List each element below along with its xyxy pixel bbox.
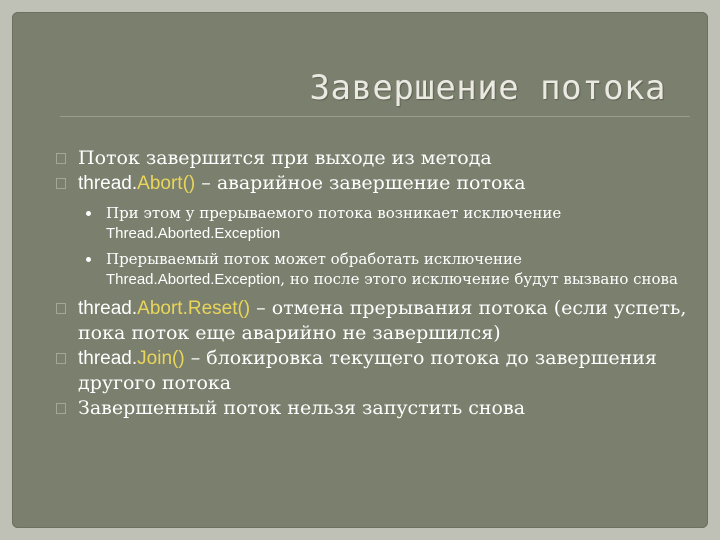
square-bullet-icon xyxy=(56,353,66,364)
code-prefix: thread. xyxy=(78,348,138,369)
square-bullet-icon xyxy=(56,178,66,189)
square-bullet-icon xyxy=(56,303,66,314)
square-bullet-icon xyxy=(56,403,66,414)
square-bullet-icon xyxy=(56,153,66,164)
method-name: Abort() xyxy=(137,173,196,194)
code-prefix: thread. xyxy=(78,173,138,194)
exception-name: Thread.Aborted.Exception xyxy=(106,225,281,242)
bullet-item-restart xyxy=(78,396,688,421)
slide-title: Завершение потока xyxy=(309,68,666,108)
method-name: Abort.Reset() xyxy=(137,298,251,319)
bullet-item-join xyxy=(78,346,688,396)
bullet-item-abort xyxy=(78,171,688,196)
sub-bullet-handle xyxy=(106,249,688,290)
dot-bullet-icon xyxy=(86,257,91,262)
bullet-text: – блокировка текущего потока до завершения другого потока xyxy=(78,347,657,394)
slide xyxy=(12,12,708,528)
bullet-text: Поток завершится при выходе из метода xyxy=(78,147,492,169)
exception-name: Thread.Aborted.Exception xyxy=(106,271,281,288)
sub-bullet-exception xyxy=(106,203,688,244)
title-divider xyxy=(60,116,690,117)
method-name: Join() xyxy=(137,348,185,369)
sub-bullet-text: Прерываемый поток может обработать исключение xyxy=(106,250,522,268)
sub-bullet-text-tail: , но после этого исключение будут вызвано снова xyxy=(280,270,678,288)
code-prefix: thread. xyxy=(78,298,138,319)
bullet-text: Завершенный поток нельзя запустить снова xyxy=(78,397,526,419)
slide-content xyxy=(78,146,688,421)
bullet-text: – аварийное завершение потока xyxy=(195,172,526,194)
sub-bullet-text: При этом у прерываемого потока возникает исключение xyxy=(106,204,562,222)
bullet-item-exit xyxy=(78,146,688,171)
bullet-item-abort-reset xyxy=(78,296,688,346)
dot-bullet-icon xyxy=(86,211,91,216)
bullet-text: – отмена прерывания потока (если успеть, пока поток еще аварийно не завершился) xyxy=(78,297,687,344)
